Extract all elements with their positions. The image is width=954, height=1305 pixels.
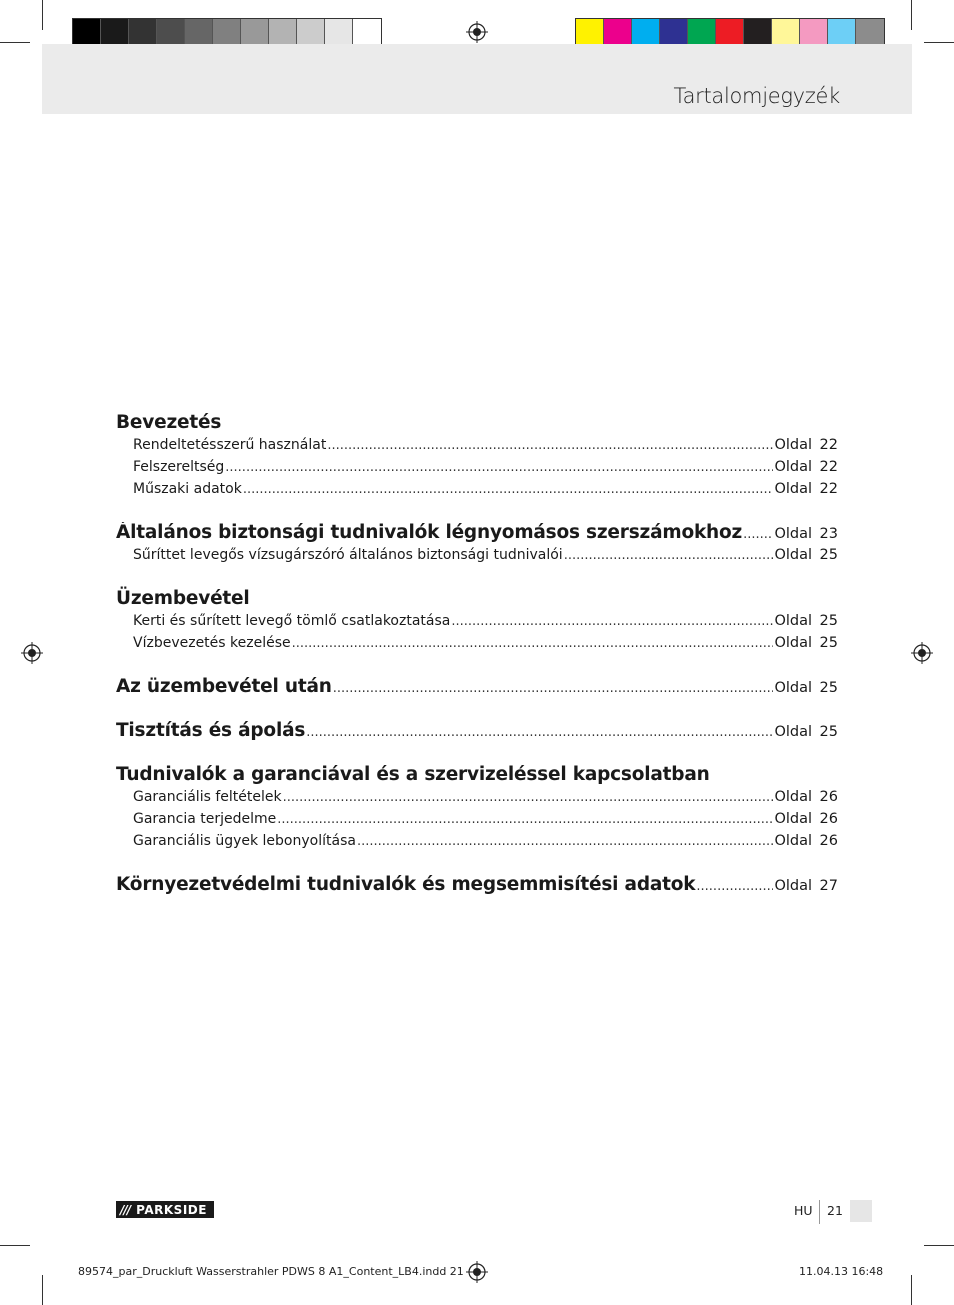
toc-page-ref bbox=[774, 808, 838, 830]
page-value: 26 bbox=[819, 789, 838, 805]
dot-leader bbox=[243, 479, 774, 500]
page-value: 22 bbox=[819, 437, 838, 453]
dot-leader bbox=[327, 435, 773, 456]
toc-section-title: Tisztítás és ápolás bbox=[116, 720, 306, 741]
color-swatch bbox=[744, 19, 772, 47]
toc-entry-label: Felszereltség bbox=[133, 459, 225, 475]
toc-page-ref bbox=[774, 786, 838, 808]
toc-page-ref bbox=[774, 610, 838, 632]
color-swatch bbox=[576, 19, 604, 47]
toc-section bbox=[116, 676, 838, 698]
toc-section bbox=[116, 764, 838, 852]
page-value: 26 bbox=[819, 833, 838, 849]
page-value: 22 bbox=[819, 481, 838, 497]
toc-section bbox=[116, 588, 838, 654]
page-label: Oldal bbox=[774, 789, 812, 805]
color-swatch bbox=[828, 19, 856, 47]
color-swatch bbox=[716, 19, 744, 47]
page-label: Oldal bbox=[774, 481, 812, 497]
toc-entry-label: Kerti és sűrített levegő tömlő csatlakoztatása bbox=[133, 613, 451, 629]
toc-entry-label: Rendeltetésszerű használat bbox=[133, 437, 327, 453]
toc-entry-main[interactable] bbox=[116, 874, 838, 896]
page-title: Tartalomjegyzék bbox=[673, 84, 840, 108]
page-label: Oldal bbox=[774, 437, 812, 453]
registration-mark-icon bbox=[466, 21, 488, 43]
toc-section-title: Az üzembevétel után bbox=[116, 676, 332, 697]
toc-section bbox=[116, 874, 838, 896]
toc-page-ref bbox=[774, 632, 838, 654]
page-label: Oldal bbox=[774, 635, 812, 651]
page-value: 25 bbox=[819, 635, 838, 651]
page-label: Oldal bbox=[774, 613, 812, 629]
page-value: 25 bbox=[819, 724, 838, 740]
color-swatch bbox=[157, 19, 185, 47]
dot-leader bbox=[357, 831, 773, 852]
page-value: 23 bbox=[819, 526, 838, 542]
registration-mark-icon bbox=[21, 642, 43, 664]
toc-page-ref bbox=[774, 830, 838, 852]
page-value: 26 bbox=[819, 811, 838, 827]
color-swatch bbox=[772, 19, 800, 47]
dot-leader bbox=[225, 457, 773, 478]
page-number: 21 bbox=[827, 1203, 843, 1218]
toc-entry[interactable] bbox=[116, 434, 838, 456]
toc-page-ref bbox=[774, 721, 838, 742]
toc-entry-label: Garancia terjedelme bbox=[133, 811, 277, 827]
toc-section-title: Általános biztonsági tudnivalók légnyomásos szerszámokhoz bbox=[116, 522, 743, 543]
toc-section bbox=[116, 720, 838, 742]
toc-entry[interactable] bbox=[116, 610, 838, 632]
toc-section-title: Környezetvédelmi tudnivalók és megsemmisítési adatok bbox=[116, 874, 696, 895]
dot-leader bbox=[306, 722, 773, 742]
toc-page-ref bbox=[774, 456, 838, 478]
registration-mark-icon bbox=[911, 642, 933, 664]
page-number-box bbox=[850, 1200, 872, 1222]
dot-leader bbox=[696, 876, 773, 896]
crop-mark bbox=[924, 42, 954, 43]
color-swatch bbox=[688, 19, 716, 47]
toc-entry[interactable] bbox=[116, 786, 838, 808]
color-swatch bbox=[297, 19, 325, 47]
color-swatch bbox=[632, 19, 660, 47]
footer-divider bbox=[819, 1200, 820, 1224]
toc-entry[interactable] bbox=[116, 544, 838, 566]
page-label: Oldal bbox=[774, 459, 812, 475]
dot-leader bbox=[277, 809, 773, 830]
toc-entry-main[interactable] bbox=[116, 522, 838, 544]
language-code: HU bbox=[794, 1203, 813, 1218]
toc-entry[interactable] bbox=[116, 830, 838, 852]
toc-section-title: Bevezetés bbox=[116, 412, 222, 433]
color-swatch bbox=[213, 19, 241, 47]
page-value: 25 bbox=[819, 547, 838, 563]
page-value: 25 bbox=[819, 613, 838, 629]
toc-entry-label: Sűríttet levegős vízsugárszóró általános biztonsági tudnivalói bbox=[133, 547, 563, 563]
dot-leader bbox=[451, 611, 773, 632]
registration-mark-icon bbox=[466, 1261, 488, 1283]
toc-entry[interactable] bbox=[116, 632, 838, 654]
page-value: 27 bbox=[819, 878, 838, 894]
toc-entry-label: Garanciális feltételek bbox=[133, 789, 282, 805]
dot-leader bbox=[292, 633, 774, 654]
color-swatch bbox=[241, 19, 269, 47]
color-swatch bbox=[129, 19, 157, 47]
toc-page-ref bbox=[774, 478, 838, 500]
color-swatch bbox=[73, 19, 101, 47]
page-value: 22 bbox=[819, 459, 838, 475]
page-label: Oldal bbox=[774, 878, 812, 894]
toc-entry[interactable] bbox=[116, 456, 838, 478]
page-label: Oldal bbox=[774, 680, 812, 696]
crop-mark bbox=[0, 1245, 30, 1246]
color-swatch bbox=[800, 19, 828, 47]
table-of-contents bbox=[116, 412, 838, 896]
toc-page-ref bbox=[774, 544, 838, 566]
color-swatch bbox=[269, 19, 297, 47]
toc-section bbox=[116, 522, 838, 566]
toc-entry[interactable] bbox=[116, 478, 838, 500]
page-label: Oldal bbox=[774, 833, 812, 849]
toc-section-title: Üzembevétel bbox=[116, 588, 250, 609]
page-label: Oldal bbox=[774, 547, 812, 563]
dot-leader bbox=[743, 524, 773, 544]
page-value: 25 bbox=[819, 680, 838, 696]
slug-filename: 89574_par_Druckluft Wasserstrahler PDWS 8 A1_Content_LB4.indd 21 bbox=[78, 1265, 464, 1278]
parkside-logo: /// PARKSIDE bbox=[116, 1201, 214, 1218]
color-swatch bbox=[101, 19, 129, 47]
crop-mark bbox=[911, 0, 912, 30]
toc-section-title: Tudnivalók a garanciával és a szervizeléssel kapcsolatban bbox=[116, 764, 710, 785]
crop-mark bbox=[42, 0, 43, 30]
dot-leader bbox=[564, 545, 774, 566]
crop-mark bbox=[911, 1275, 912, 1305]
toc-page-ref bbox=[774, 434, 838, 456]
color-swatch bbox=[353, 19, 381, 47]
color-swatch bbox=[660, 19, 688, 47]
page-label: Oldal bbox=[774, 724, 812, 740]
toc-entry-main[interactable] bbox=[116, 676, 838, 698]
toc-entry[interactable] bbox=[116, 808, 838, 830]
toc-entry-label: Vízbevezetés kezelése bbox=[133, 635, 291, 651]
toc-page-ref bbox=[774, 875, 838, 896]
color-swatch bbox=[604, 19, 632, 47]
toc-page-ref bbox=[774, 677, 838, 698]
crop-mark bbox=[924, 1245, 954, 1246]
dot-leader bbox=[283, 787, 774, 808]
page-label: Oldal bbox=[774, 526, 812, 542]
toc-page-ref bbox=[774, 523, 838, 544]
toc-entry-main[interactable] bbox=[116, 720, 838, 742]
color-swatch bbox=[856, 19, 884, 47]
color-swatch bbox=[325, 19, 353, 47]
slug-date: 11.04.13 16:48 bbox=[799, 1265, 884, 1278]
color-swatch bbox=[185, 19, 213, 47]
toc-entry-label: Műszaki adatok bbox=[133, 481, 242, 497]
page-label: Oldal bbox=[774, 811, 812, 827]
toc-entry-label: Garanciális ügyek lebonyolítása bbox=[133, 833, 356, 849]
crop-mark bbox=[42, 1275, 43, 1305]
toc-section bbox=[116, 412, 838, 500]
dot-leader bbox=[333, 678, 774, 698]
crop-mark bbox=[0, 42, 30, 43]
